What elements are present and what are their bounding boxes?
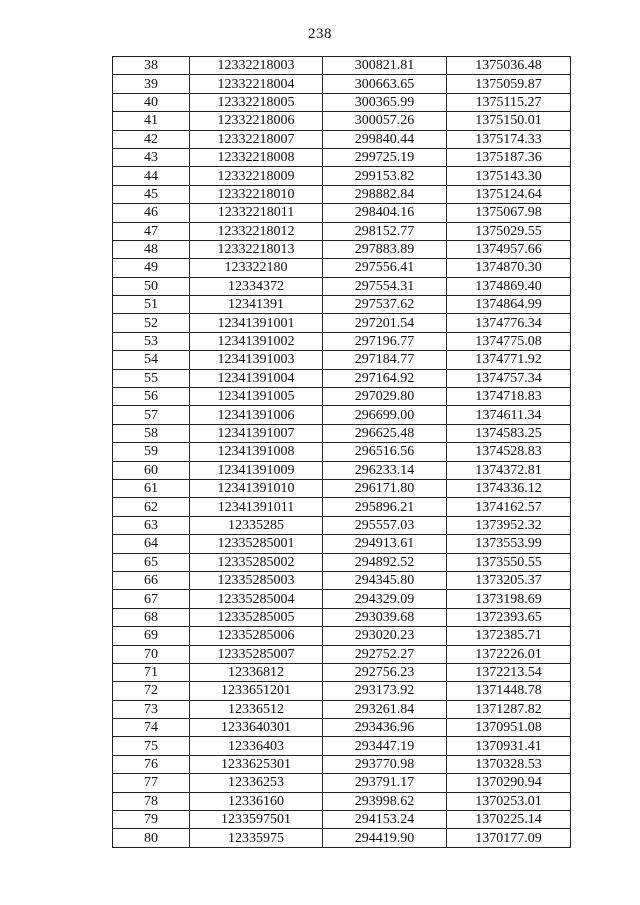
table-row [113, 645, 571, 663]
y-coordinate-cell: 1372213.54 [447, 663, 571, 681]
y-coordinate-cell: 1374869.40 [447, 277, 571, 295]
table-row [113, 57, 571, 75]
point-id-cell: 12341391011 [190, 498, 323, 516]
point-id-cell: 12335285005 [190, 608, 323, 626]
table-row [113, 388, 571, 406]
table-row [113, 792, 571, 810]
point-id-cell: 1233640301 [190, 719, 323, 737]
row-number-cell: 74 [113, 719, 190, 737]
row-number-cell: 59 [113, 443, 190, 461]
y-coordinate-cell: 1371287.82 [447, 700, 571, 718]
row-number-cell: 69 [113, 627, 190, 645]
x-coordinate-cell: 292756.23 [323, 663, 447, 681]
row-number-cell: 72 [113, 682, 190, 700]
x-coordinate-cell: 297164.92 [323, 369, 447, 387]
point-id-cell: 12332218011 [190, 204, 323, 222]
x-coordinate-cell: 297196.77 [323, 332, 447, 350]
point-id-cell: 12336253 [190, 774, 323, 792]
row-number-cell: 52 [113, 314, 190, 332]
table-body [113, 57, 571, 848]
point-id-cell: 1233625301 [190, 755, 323, 773]
table-row [113, 498, 571, 516]
x-coordinate-cell: 293447.19 [323, 737, 447, 755]
table-row [113, 571, 571, 589]
y-coordinate-cell: 1375059.87 [447, 75, 571, 93]
y-coordinate-cell: 1374336.12 [447, 479, 571, 497]
y-coordinate-cell: 1370253.01 [447, 792, 571, 810]
x-coordinate-cell: 293039.68 [323, 608, 447, 626]
x-coordinate-cell: 293020.23 [323, 627, 447, 645]
x-coordinate-cell: 296233.14 [323, 461, 447, 479]
point-id-cell: 12341391001 [190, 314, 323, 332]
y-coordinate-cell: 1370931.41 [447, 737, 571, 755]
x-coordinate-cell: 293436.96 [323, 719, 447, 737]
x-coordinate-cell: 295896.21 [323, 498, 447, 516]
y-coordinate-cell: 1374718.83 [447, 388, 571, 406]
x-coordinate-cell: 297554.31 [323, 277, 447, 295]
x-coordinate-cell: 296699.00 [323, 406, 447, 424]
row-number-cell: 57 [113, 406, 190, 424]
point-id-cell: 12335285003 [190, 571, 323, 589]
row-number-cell: 56 [113, 388, 190, 406]
table-row [113, 737, 571, 755]
table-row [113, 627, 571, 645]
table-row [113, 479, 571, 497]
point-id-cell: 12341391005 [190, 388, 323, 406]
table-row [113, 185, 571, 203]
y-coordinate-cell: 1373550.55 [447, 553, 571, 571]
table-row [113, 535, 571, 553]
y-coordinate-cell: 1372393.65 [447, 608, 571, 626]
table-row [113, 553, 571, 571]
point-id-cell: 12332218012 [190, 222, 323, 240]
table-row [113, 314, 571, 332]
row-number-cell: 40 [113, 93, 190, 111]
y-coordinate-cell: 1373952.32 [447, 516, 571, 534]
y-coordinate-cell: 1375143.30 [447, 167, 571, 185]
row-number-cell: 78 [113, 792, 190, 810]
x-coordinate-cell: 298152.77 [323, 222, 447, 240]
row-number-cell: 68 [113, 608, 190, 626]
y-coordinate-cell: 1370951.08 [447, 719, 571, 737]
row-number-cell: 61 [113, 479, 190, 497]
table-row [113, 829, 571, 847]
row-number-cell: 43 [113, 148, 190, 166]
point-id-cell: 12332218007 [190, 130, 323, 148]
x-coordinate-cell: 294913.61 [323, 535, 447, 553]
row-number-cell: 60 [113, 461, 190, 479]
point-id-cell: 12341391004 [190, 369, 323, 387]
y-coordinate-cell: 1373198.69 [447, 590, 571, 608]
row-number-cell: 48 [113, 240, 190, 258]
table-row [113, 682, 571, 700]
x-coordinate-cell: 294345.80 [323, 571, 447, 589]
row-number-cell: 53 [113, 332, 190, 350]
y-coordinate-cell: 1374775.08 [447, 332, 571, 350]
x-coordinate-cell: 293261.84 [323, 700, 447, 718]
row-number-cell: 80 [113, 829, 190, 847]
point-id-cell: 12335975 [190, 829, 323, 847]
point-id-cell: 12335285004 [190, 590, 323, 608]
table-row [113, 608, 571, 626]
point-id-cell: 12341391006 [190, 406, 323, 424]
table-row [113, 222, 571, 240]
row-number-cell: 67 [113, 590, 190, 608]
y-coordinate-cell: 1375029.55 [447, 222, 571, 240]
x-coordinate-cell: 296516.56 [323, 443, 447, 461]
point-id-cell: 12341391008 [190, 443, 323, 461]
y-coordinate-cell: 1375150.01 [447, 112, 571, 130]
y-coordinate-cell: 1373553.99 [447, 535, 571, 553]
row-number-cell: 76 [113, 755, 190, 773]
point-id-cell: 12341391007 [190, 424, 323, 442]
point-id-cell: 12332218005 [190, 93, 323, 111]
row-number-cell: 50 [113, 277, 190, 295]
point-id-cell: 12332218003 [190, 57, 323, 75]
point-id-cell: 12335285 [190, 516, 323, 534]
point-id-cell: 12336812 [190, 663, 323, 681]
row-number-cell: 65 [113, 553, 190, 571]
y-coordinate-cell: 1373205.37 [447, 571, 571, 589]
page-number: 238 [308, 26, 332, 42]
x-coordinate-cell: 293770.98 [323, 755, 447, 773]
row-number-cell: 55 [113, 369, 190, 387]
row-number-cell: 66 [113, 571, 190, 589]
row-number-cell: 46 [113, 204, 190, 222]
x-coordinate-cell: 298404.16 [323, 204, 447, 222]
point-id-cell: 12332218010 [190, 185, 323, 203]
row-number-cell: 79 [113, 811, 190, 829]
y-coordinate-cell: 1372226.01 [447, 645, 571, 663]
y-coordinate-cell: 1371448.78 [447, 682, 571, 700]
point-id-cell: 123322180 [190, 259, 323, 277]
table-row [113, 259, 571, 277]
point-id-cell: 12332218006 [190, 112, 323, 130]
table-row [113, 663, 571, 681]
table-row [113, 461, 571, 479]
table-row [113, 755, 571, 773]
x-coordinate-cell: 294329.09 [323, 590, 447, 608]
row-number-cell: 38 [113, 57, 190, 75]
x-coordinate-cell: 299725.19 [323, 148, 447, 166]
row-number-cell: 62 [113, 498, 190, 516]
table-row [113, 296, 571, 314]
x-coordinate-cell: 297883.89 [323, 240, 447, 258]
row-number-cell: 39 [113, 75, 190, 93]
table-row [113, 204, 571, 222]
row-number-cell: 75 [113, 737, 190, 755]
point-id-cell: 12332218009 [190, 167, 323, 185]
y-coordinate-cell: 1370328.53 [447, 755, 571, 773]
y-coordinate-cell: 1374372.81 [447, 461, 571, 479]
coordinates-table [112, 56, 571, 848]
x-coordinate-cell: 293173.92 [323, 682, 447, 700]
y-coordinate-cell: 1370290.94 [447, 774, 571, 792]
y-coordinate-cell: 1374776.34 [447, 314, 571, 332]
x-coordinate-cell: 300821.81 [323, 57, 447, 75]
x-coordinate-cell: 293791.17 [323, 774, 447, 792]
row-number-cell: 54 [113, 351, 190, 369]
point-id-cell: 12341391003 [190, 351, 323, 369]
row-number-cell: 64 [113, 535, 190, 553]
x-coordinate-cell: 292752.27 [323, 645, 447, 663]
point-id-cell: 12341391 [190, 296, 323, 314]
table-row [113, 75, 571, 93]
table-row [113, 590, 571, 608]
y-coordinate-cell: 1375187.36 [447, 148, 571, 166]
point-id-cell: 12332218013 [190, 240, 323, 258]
row-number-cell: 45 [113, 185, 190, 203]
y-coordinate-cell: 1374528.83 [447, 443, 571, 461]
y-coordinate-cell: 1375115.27 [447, 93, 571, 111]
row-number-cell: 70 [113, 645, 190, 663]
y-coordinate-cell: 1374771.92 [447, 351, 571, 369]
point-id-cell: 12341391009 [190, 461, 323, 479]
table-row [113, 424, 571, 442]
point-id-cell: 12335285007 [190, 645, 323, 663]
table-row [113, 443, 571, 461]
x-coordinate-cell: 300365.99 [323, 93, 447, 111]
point-id-cell: 12335285006 [190, 627, 323, 645]
y-coordinate-cell: 1375124.64 [447, 185, 571, 203]
table-row [113, 369, 571, 387]
point-id-cell: 12341391010 [190, 479, 323, 497]
x-coordinate-cell: 299153.82 [323, 167, 447, 185]
table-row [113, 93, 571, 111]
row-number-cell: 47 [113, 222, 190, 240]
y-coordinate-cell: 1374611.34 [447, 406, 571, 424]
point-id-cell: 12336160 [190, 792, 323, 810]
x-coordinate-cell: 296171.80 [323, 479, 447, 497]
x-coordinate-cell: 300057.26 [323, 112, 447, 130]
point-id-cell: 12335285002 [190, 553, 323, 571]
point-id-cell: 12336403 [190, 737, 323, 755]
x-coordinate-cell: 297029.80 [323, 388, 447, 406]
row-number-cell: 71 [113, 663, 190, 681]
table-row [113, 516, 571, 534]
y-coordinate-cell: 1370225.14 [447, 811, 571, 829]
point-id-cell: 1233651201 [190, 682, 323, 700]
table-row [113, 700, 571, 718]
row-number-cell: 41 [113, 112, 190, 130]
table-row [113, 406, 571, 424]
row-number-cell: 44 [113, 167, 190, 185]
table-row [113, 719, 571, 737]
row-number-cell: 63 [113, 516, 190, 534]
row-number-cell: 51 [113, 296, 190, 314]
x-coordinate-cell: 295557.03 [323, 516, 447, 534]
x-coordinate-cell: 293998.62 [323, 792, 447, 810]
x-coordinate-cell: 294153.24 [323, 811, 447, 829]
y-coordinate-cell: 1370177.09 [447, 829, 571, 847]
x-coordinate-cell: 299840.44 [323, 130, 447, 148]
x-coordinate-cell: 294892.52 [323, 553, 447, 571]
point-id-cell: 12332218004 [190, 75, 323, 93]
y-coordinate-cell: 1374162.57 [447, 498, 571, 516]
table-row [113, 811, 571, 829]
x-coordinate-cell: 294419.90 [323, 829, 447, 847]
point-id-cell: 12341391002 [190, 332, 323, 350]
table-row [113, 148, 571, 166]
y-coordinate-cell: 1374870.30 [447, 259, 571, 277]
table-row [113, 112, 571, 130]
row-number-cell: 58 [113, 424, 190, 442]
x-coordinate-cell: 297201.54 [323, 314, 447, 332]
table-row [113, 351, 571, 369]
y-coordinate-cell: 1374864.99 [447, 296, 571, 314]
x-coordinate-cell: 297537.62 [323, 296, 447, 314]
point-id-cell: 12334372 [190, 277, 323, 295]
table-row [113, 240, 571, 258]
x-coordinate-cell: 297556.41 [323, 259, 447, 277]
x-coordinate-cell: 300663.65 [323, 75, 447, 93]
table-row [113, 332, 571, 350]
x-coordinate-cell: 297184.77 [323, 351, 447, 369]
row-number-cell: 42 [113, 130, 190, 148]
row-number-cell: 73 [113, 700, 190, 718]
y-coordinate-cell: 1375067.98 [447, 204, 571, 222]
y-coordinate-cell: 1375174.33 [447, 130, 571, 148]
table-row [113, 277, 571, 295]
y-coordinate-cell: 1375036.48 [447, 57, 571, 75]
table-row [113, 130, 571, 148]
y-coordinate-cell: 1374583.25 [447, 424, 571, 442]
point-id-cell: 12332218008 [190, 148, 323, 166]
y-coordinate-cell: 1374957.66 [447, 240, 571, 258]
table-row [113, 774, 571, 792]
point-id-cell: 1233597501 [190, 811, 323, 829]
x-coordinate-cell: 296625.48 [323, 424, 447, 442]
point-id-cell: 12336512 [190, 700, 323, 718]
table-row [113, 167, 571, 185]
x-coordinate-cell: 298882.84 [323, 185, 447, 203]
row-number-cell: 77 [113, 774, 190, 792]
point-id-cell: 12335285001 [190, 535, 323, 553]
y-coordinate-cell: 1372385.71 [447, 627, 571, 645]
y-coordinate-cell: 1374757.34 [447, 369, 571, 387]
row-number-cell: 49 [113, 259, 190, 277]
